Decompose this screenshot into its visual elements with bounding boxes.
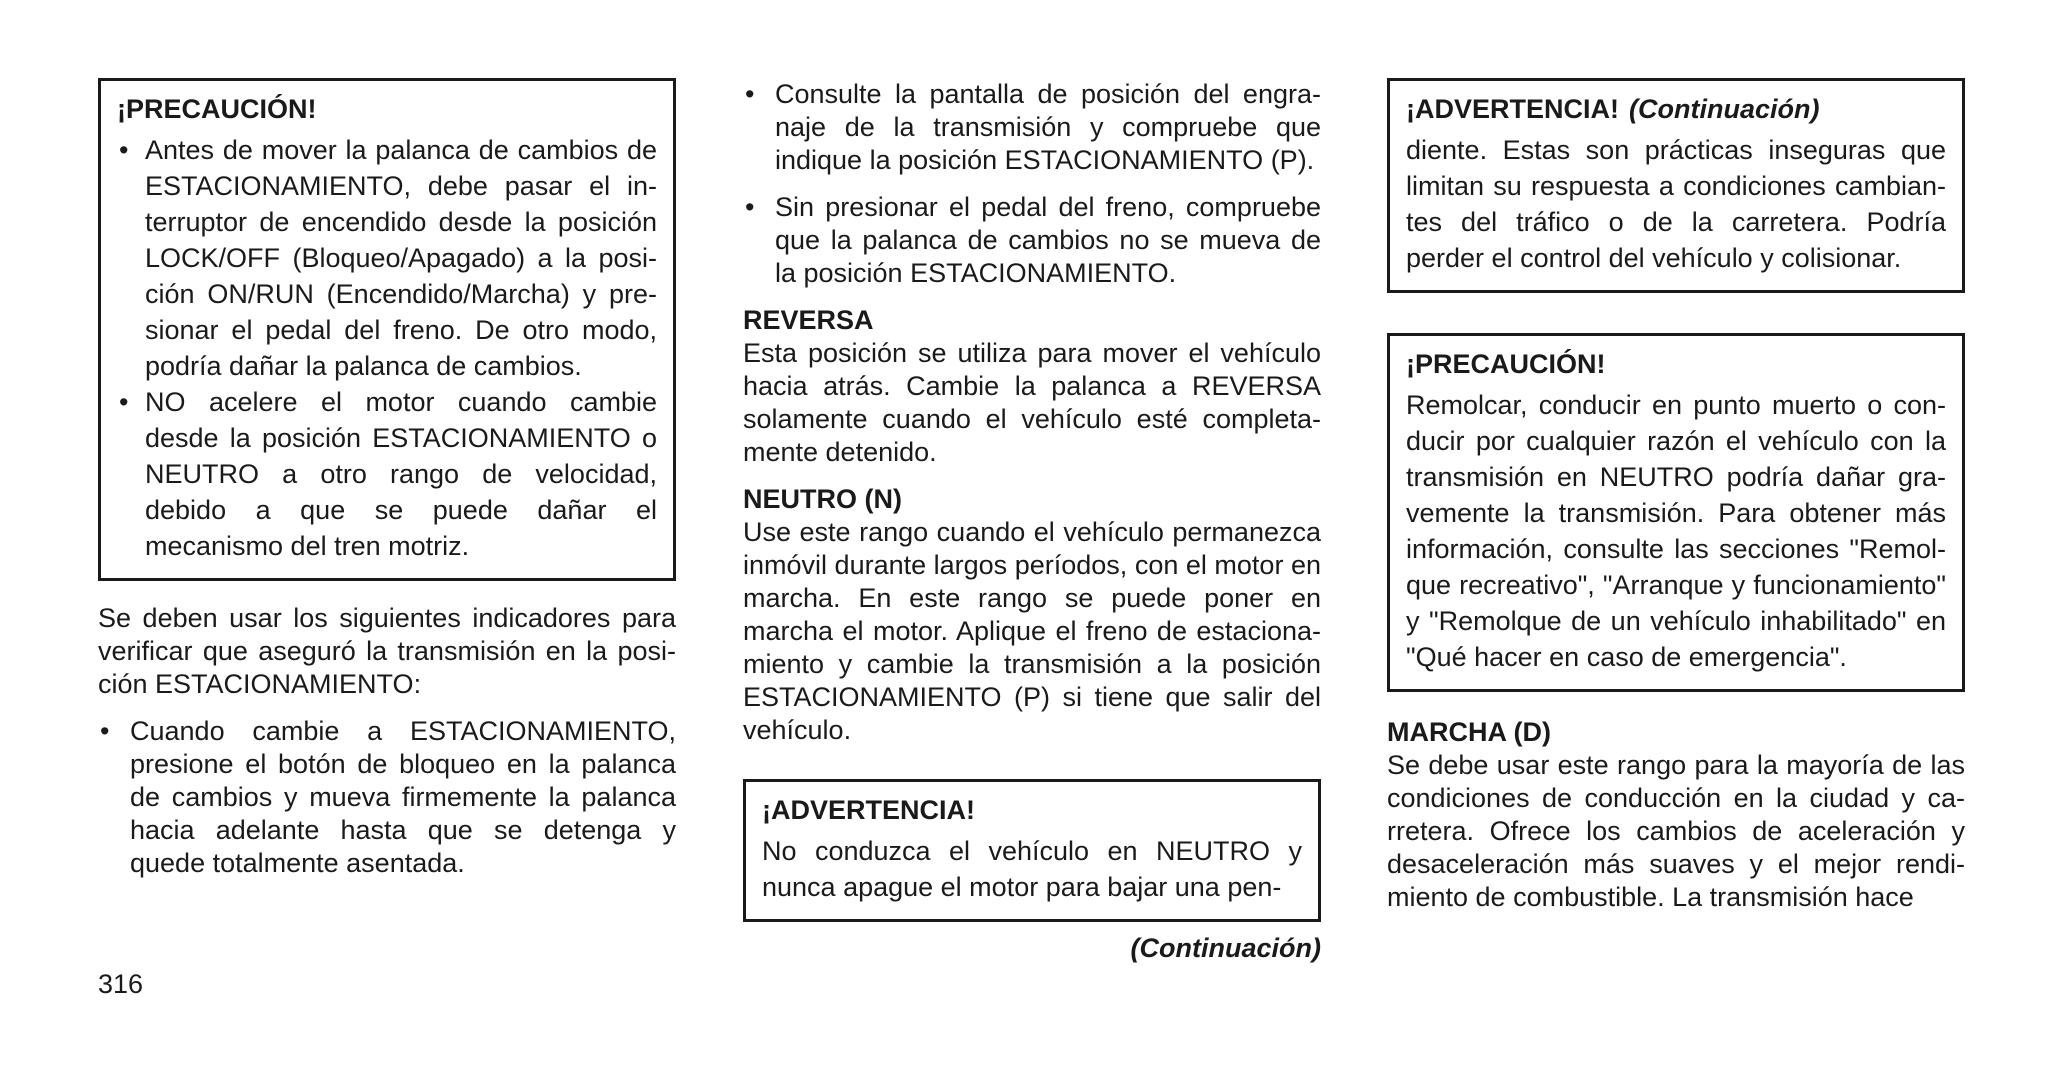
warning-continued-box [1387, 78, 1965, 293]
reversa-heading: REVERSA [743, 305, 874, 335]
indicator-bullet-text: Cuando cambie a ESTACIONAMIENTO, presione el botón de bloqueo en la palanca de cambios y mueva firmemente la palanca hacia adelante hasta que se detenga y quede totalmente asentada. [130, 716, 676, 878]
marcha-paragraph: Se debe usar este rango para la mayoría de las condiciones de conducción en la ciudad y carretera. Ofrece los cambios de aceleración y desaceleración más suaves y el mejor rendimiento de combustible. La transmisión hace [1387, 750, 1965, 912]
caution-box [98, 78, 676, 581]
bullet-icon: • [745, 192, 755, 222]
warning-title-text: ¡ADVERTENCIA! [1406, 94, 1619, 124]
caution-bullet-item [117, 132, 657, 384]
marcha-heading: MARCHA (D) [1387, 717, 1551, 747]
caution-bullet-list [117, 132, 657, 564]
intro-paragraph: Se deben usar los siguientes indicadores para verificar que aseguró la transmisión en la posición ESTACIONAMIENTO: [98, 603, 676, 699]
neutro-paragraph: Use este rango cuando el vehículo permanezca inmóvil durante largos períodos, con el motor en marcha. En este rango se puede poner en marcha el motor. Aplique el freno de estacionamiento y cambie la transmisión a la posición ESTACIONAMIENTO (P) si tiene que salir del vehículo. [743, 517, 1321, 745]
indicator-bullet-item [743, 78, 1321, 177]
page-number: 316 [98, 969, 144, 999]
column-right [1387, 78, 1965, 914]
column-middle [743, 78, 1321, 965]
neutro-heading: NEUTRO (N) [743, 484, 902, 514]
warning-title: ¡ADVERTENCIA! [762, 795, 975, 825]
warning-title-suffix: (Continuación) [1629, 94, 1820, 124]
column-left [98, 78, 676, 880]
indicator-bullet-item [98, 715, 676, 880]
bullet-icon: • [100, 716, 110, 746]
warning-continued-text: diente. Estas son prácticas inseguras que limitan su respuesta a condiciones cambiantes del tráfico o de la carretera. Podría perder el control del vehículo y colisionar. [1406, 135, 1946, 273]
caution-text: Remolcar, conducir en punto muerto o conducir por cualquier razón el vehículo con la transmisión en NEUTRO podría dañar gravemente la transmisión. Para obtener más información, consulte las secciones "Remolque recreativo", "Arranque y funcionamiento" y "Remolque de un vehículo inhabilitado" en "Qué hacer en caso de emergencia". [1406, 390, 1946, 672]
caution-title: ¡PRECAUCIÓN! [1406, 349, 1606, 379]
warning-box [743, 779, 1321, 922]
caution-bullet-text: Antes de mover la palanca de cambios de ESTACIONAMIENTO, debe pasar el interruptor de encendido desde la posición LOCK/OFF (Bloqueo/Apagado) a la posición ON/RUN (Encendido/Marcha) y presionar el pedal del freno. De otro modo, podría dañar la palanca de cambios. [145, 135, 657, 381]
caution-bullet-item [117, 384, 657, 564]
reversa-paragraph: Esta posición se utiliza para mover el vehículo hacia atrás. Cambie la palanca a REVERSA solamente cuando el vehículo esté completamente detenido. [743, 338, 1321, 467]
warning-text: No conduzca el vehículo en NEUTRO y nunca apague el motor para bajar una pen- [762, 836, 1302, 902]
bullet-icon: • [745, 79, 755, 109]
caution-bullet-text: NO acelere el motor cuando cambie desde la posición ESTACIONAMIENTO o NEUTRO a otro rango de velocidad, debido a que se puede dañar el mecanismo del tren motriz. [145, 387, 657, 561]
indicator-bullet-list-continued [743, 78, 1321, 290]
warning-continued-title [1406, 93, 1946, 126]
indicator-bullet-text: Consulte la pantalla de posición del engranaje de la transmisión y compruebe que indique la posición ESTACIONAMIENTO (P). [775, 79, 1321, 175]
bullet-icon: • [119, 135, 129, 165]
continued-label: (Continuación) [1130, 933, 1321, 963]
caution-title: ¡PRECAUCIÓN! [117, 94, 317, 124]
bullet-icon: • [119, 387, 129, 417]
caution-box [1387, 333, 1965, 692]
indicator-bullet-text: Sin presionar el pedal del freno, compruebe que la palanca de cambios no se mueva de la posición ESTACIONAMIENTO. [775, 192, 1321, 288]
indicator-bullet-item [743, 191, 1321, 290]
indicator-bullet-list [98, 715, 676, 880]
